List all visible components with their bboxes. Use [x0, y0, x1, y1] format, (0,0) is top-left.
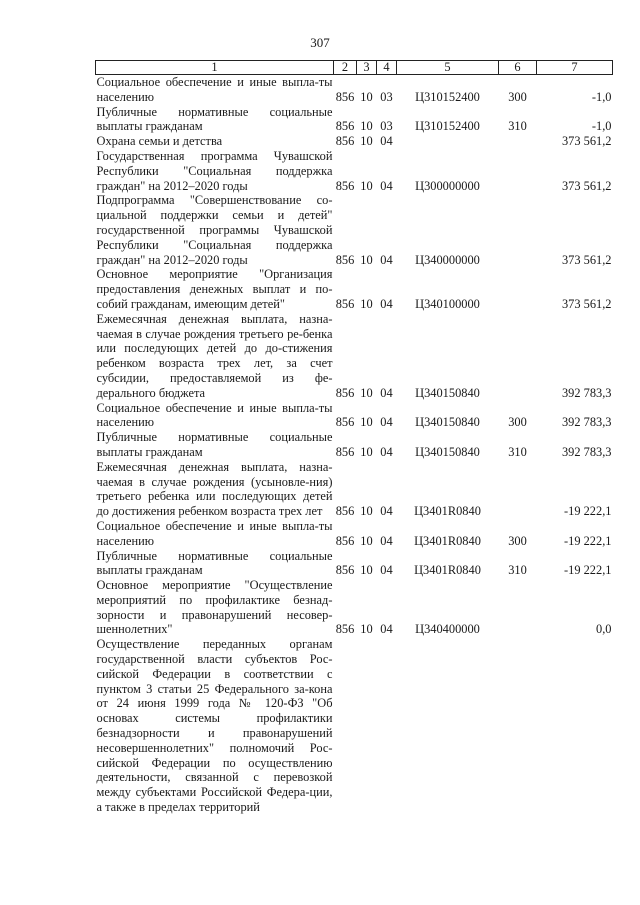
- amount: -19 222,1: [564, 504, 612, 519]
- amount: -1,0: [591, 89, 612, 104]
- target-article-code: Ц340150840: [415, 444, 480, 459]
- item-name: Публичные нормативные социальные выплаты гражданам: [96, 104, 333, 134]
- admin-code: [334, 637, 357, 815]
- column-header: 3: [357, 61, 377, 75]
- target-article-code: Ц3401R0840: [414, 533, 481, 548]
- item-name: Государственная программа Чувашской Республики "Социальная поддержка граждан" на 2012–2020 годы: [96, 148, 333, 193]
- column-header: 7: [537, 61, 613, 75]
- admin-code: 856: [335, 504, 355, 519]
- page-number: 307: [310, 35, 330, 50]
- table-row: [96, 549, 613, 579]
- budget-table: [95, 60, 613, 815]
- item-name: Социальное обеспечение и иные выпла-ты населению: [96, 518, 333, 548]
- column-header: 5: [397, 61, 499, 75]
- amount: 392 783,3: [561, 385, 612, 400]
- amount: 392 783,3: [561, 444, 612, 459]
- section-code: 10: [360, 504, 373, 519]
- amount: -1,0: [591, 119, 612, 134]
- expense-type-code: [499, 460, 537, 519]
- table-row: [96, 134, 613, 149]
- section-code: 10: [360, 385, 373, 400]
- expense-type-code: [499, 578, 537, 637]
- section-code: 10: [360, 178, 373, 193]
- target-article-code: Ц310152400: [415, 119, 480, 134]
- item-name: Социальное обеспечение и иные выпла-ты населению: [96, 400, 333, 430]
- subsection-code: 04: [380, 385, 393, 400]
- target-article-code: Ц3401R0840: [414, 563, 481, 578]
- subsection-code: 04: [380, 563, 393, 578]
- admin-code: 856: [335, 533, 355, 548]
- admin-code: 856: [335, 385, 355, 400]
- subsection-code: 04: [380, 444, 393, 459]
- admin-code: 856: [335, 89, 355, 104]
- expense-type-code: 310: [508, 119, 527, 134]
- section-code: 10: [360, 89, 373, 104]
- subsection-code: 04: [380, 178, 393, 193]
- amount: 373 561,2: [561, 296, 612, 311]
- table-row: [96, 75, 613, 105]
- target-article-code: [397, 134, 499, 149]
- amount: 392 783,3: [561, 415, 612, 430]
- admin-code: 856: [335, 563, 355, 578]
- admin-code: 856: [335, 415, 355, 430]
- target-article-code: Ц340150840: [415, 415, 480, 430]
- expense-type-code: [499, 267, 537, 311]
- subsection-code: [377, 637, 397, 815]
- subsection-code: 04: [380, 622, 393, 637]
- amount: 373 561,2: [561, 252, 612, 267]
- item-name: Публичные нормативные социальные выплаты гражданам: [96, 430, 333, 459]
- item-name: Основное мероприятие "Осуществление мероприятий по профилактике безнад-зорности и правонарушений несовер-шеннолетних": [96, 578, 333, 637]
- column-header: 1: [96, 61, 334, 75]
- expense-type-code: [499, 312, 537, 401]
- table-row: [96, 193, 613, 267]
- amount: 373 561,2: [561, 134, 612, 149]
- subsection-code: 03: [380, 89, 393, 104]
- table-row: [96, 312, 613, 401]
- item-name: Подпрограмма "Совершенствование со-циальной поддержки семьи и детей" государственной программы Чувашской Республики "Социальная поддержка граждан" на 2012–2020 годы: [96, 193, 333, 267]
- expense-type-code: 310: [508, 444, 527, 459]
- section-code: 10: [360, 119, 373, 134]
- expense-type-code: 300: [508, 89, 527, 104]
- section-code: 10: [360, 415, 373, 430]
- expense-type-code: [499, 149, 537, 193]
- amount: [537, 637, 613, 815]
- admin-code: 856: [335, 444, 355, 459]
- section-code: 10: [360, 296, 373, 311]
- target-article-code: Ц340400000: [415, 622, 480, 637]
- target-article-code: Ц310152400: [415, 89, 480, 104]
- target-article-code: [397, 637, 499, 815]
- table-row: [96, 637, 613, 815]
- table-body: [96, 75, 613, 815]
- table-row: [96, 267, 613, 311]
- section-code: [357, 637, 377, 815]
- item-name: Социальное обеспечение и иные выпла-ты населению: [96, 75, 333, 104]
- table-row: [96, 578, 613, 637]
- target-article-code: Ц3401R0840: [414, 504, 481, 519]
- amount: -19 222,1: [564, 533, 612, 548]
- item-name: Осуществление переданных органам государственной власти субъектов Рос-сийской Федерации в соответствии с пунктом 3 статьи 25 Федерального за-кона от 24 июня 1999 года № 120-ФЗ "Об основах системы профилактики безнадзорности и правонарушений несовершеннолетних" полномочий Рос-сийской Федерации по осуществлению деятельности, связанной с перевозкой между субъектами Российской Федера-ции, а также в пределах территорий: [96, 637, 333, 815]
- subsection-code: 03: [380, 119, 393, 134]
- item-name: Публичные нормативные социальные выплаты гражданам: [96, 548, 333, 578]
- item-name: Основное мероприятие "Организация предоставления денежных выплат и по-собий гражданам, имеющим детей": [96, 267, 333, 311]
- section-code: 10: [360, 134, 373, 149]
- expense-type-code: [499, 193, 537, 267]
- table-row: [96, 105, 613, 135]
- subsection-code: 04: [380, 504, 393, 519]
- expense-type-code: 300: [508, 533, 527, 548]
- section-code: 10: [360, 533, 373, 548]
- admin-code: 856: [335, 252, 355, 267]
- subsection-code: 04: [380, 134, 393, 149]
- column-header: 2: [334, 61, 357, 75]
- table-row: [96, 519, 613, 549]
- expense-type-code: 310: [508, 563, 527, 578]
- expense-type-code: [499, 134, 537, 149]
- table-row: [96, 430, 613, 460]
- column-header: 4: [377, 61, 397, 75]
- admin-code: 856: [335, 178, 355, 193]
- subsection-code: 04: [380, 415, 393, 430]
- target-article-code: Ц340100000: [415, 296, 480, 311]
- amount: -19 222,1: [564, 563, 612, 578]
- section-code: 10: [360, 622, 373, 637]
- admin-code: 856: [335, 134, 355, 149]
- subsection-code: 04: [380, 533, 393, 548]
- target-article-code: Ц300000000: [415, 178, 480, 193]
- expense-type-code: [499, 637, 537, 815]
- admin-code: 856: [335, 622, 355, 637]
- section-code: 10: [360, 563, 373, 578]
- table-row: [96, 149, 613, 193]
- table-row: [96, 401, 613, 431]
- table-row: [96, 460, 613, 519]
- item-name: Охрана семьи и детства: [96, 134, 223, 149]
- section-code: 10: [360, 444, 373, 459]
- target-article-code: Ц340000000: [415, 252, 480, 267]
- item-name: Ежемесячная денежная выплата, назна-чаемая в случае рождения (усыновле-ния) третьего ребенка или последующих детей до достижения ребенком возраста трех лет: [96, 459, 333, 519]
- amount: 373 561,2: [561, 178, 612, 193]
- admin-code: 856: [335, 296, 355, 311]
- column-header: 6: [499, 61, 537, 75]
- section-code: 10: [360, 252, 373, 267]
- amount: 0,0: [596, 622, 612, 637]
- subsection-code: 04: [380, 296, 393, 311]
- target-article-code: Ц340150840: [415, 385, 480, 400]
- admin-code: 856: [335, 119, 355, 134]
- item-name: Ежемесячная денежная выплата, назна-чаемая в случае рождения третьего ре-бенка или последующих детей до до-стижения ребенком возраста трех лет, за счет субсидии, предоставляемой из фе-дерального бюджета: [96, 311, 333, 400]
- table-header-row: [96, 61, 613, 75]
- expense-type-code: 300: [508, 415, 527, 430]
- subsection-code: 04: [380, 252, 393, 267]
